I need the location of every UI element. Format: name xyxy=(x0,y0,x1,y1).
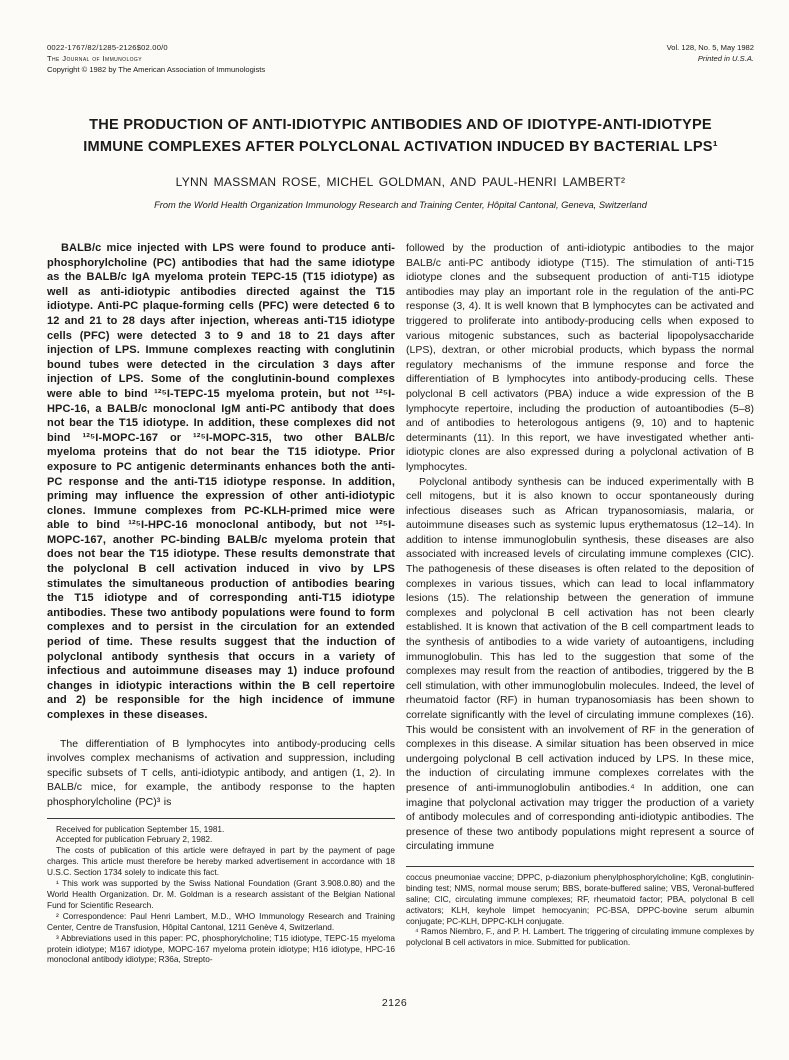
masthead-left xyxy=(47,42,265,75)
body-paragraph-2: Polyclonal antibody synthesis can be induced experimentally with B cell mitogens, but it is also known to occur spontaneously during infectious diseases such as African trypanosomiasis, malaria, or autoimmune diseases such as systemic lupus erythematosus (12–14). In addition to intense immunoglobulin synthesis, these diseases are also associated with increased levels of circulating immune complexes (CIC). The pathogenesis of these diseases is often related to the deposition of complexes in various tissues, which can lead to local inflammatory lesions (15). The relationship between the generation of immune complexes and polyclonal B cell activation has not been clearly established. It is known that activation of the B cell compartment leads to the synthesis of antibodies to a wide variety of autoantigens, including immunoglobulin. This has led to the suggestion that some of the complexes may result from the reaction of antibodies, triggered by the B cell stimulation, with other immunoglobulin molecules. Indeed, the level of rheumatoid factor (RF) in human trypanosomiasis has been shown to correlate significantly with the level of circulating immune complexes (16). This would be consistent with an involvement of RF in the generation of complexes in this disease. A similar situation has been observed in mice undergoing polyclonal B cell activation induced by LPS. In these mice, the induction of circulating immune complexes correlates with the presence of anti-immunoglobulin antibodies.⁴ In addition, one can imagine that polyclonal activation may trigger the production of a variety of antibody molecules and of corresponding anti-idiotypic antibodies. The presence of these two antibody populations might represent a source of circulating immune xyxy=(406,475,754,853)
footnote-divider-right xyxy=(406,866,754,867)
footnote-2-correspondence: ² Correspondence: Paul Henri Lambert, M.D., WHO Immunology Research and Training Center, Centre de Transfusion, Hôpital Cantonal, 1211 Genève 4, Switzerland. xyxy=(47,910,395,932)
body-paragraph-1: followed by the production of anti-idiotypic antibodies to the major BALB/c anti-PC antibody idiotype (T15). The stimulation of anti-T15 idiotype clones and the subsequent production of anti-T15 idiotype antibodies may play an important role in the regulation of the anti-PC response (3, 4). It is well known that B lymphocytes can be activated and triggered to proliferate into antibody-producing cells when exposed to various mitogenic substances, such as bacterial lipopolysaccharide (LPS), dextran, or other microbial products, which bypass the normal regulatory mechanisms of the immune response and force the differentiation of B lymphocytes into antibody-producing cells. These polyclonal B cell activators (PBA) induce a wide expression of the B lymphocyte repertoire, including the production of autoantibodies (5–8) and of antibodies to heterologous antigens (9, 10) and to haptenic determinants (11). In this report, we have investigated whether anti-idiotypic clones are also expressed during a polyclonal activation of B lymphocytes. xyxy=(406,242,754,473)
issn-code: 0022-1767/82/1285-2126$02.00/0 xyxy=(47,43,168,52)
footnote-3-abbreviations-continued: coccus pneumoniae vaccine; DPPC, p-diazonium phenylphosphorylcholine; KgB, conglutinin-binding test; NMS, normal mouse serum; BBS, borate-buffered saline; VBS, Veronal-buffered saline; CIC, circulating immune complexes; RF, rheumatoid factor; PBA, polyclonal B cell activators; KLH, keyhole limpet hemocyanin; PC-BSA, DPPC-bovine serum albumin conjugate; PC-KLH, DPPC-KLH conjugate. xyxy=(406,871,754,926)
right-footnotes xyxy=(406,872,754,948)
left-footnotes xyxy=(47,824,395,966)
footnote-page-charges: The costs of publication of this article were defrayed in part by the payment of page charges. This article must therefore be hereby marked advertisement in accordance with 18 U.S.C. Section 1734 solely to indicate this fact. xyxy=(47,845,395,878)
page-number: 2126 xyxy=(381,997,408,1009)
author-list: LYNN MASSMAN ROSE, MICHEL GOLDMAN, AND PAUL-HENRI LAMBERT² xyxy=(175,175,626,189)
footnote-4-ramos-niembro: ⁴ Ramos Niembro, F., and P. H. Lambert. The triggering of circulating immune complexes by polyclonal B cell activators in mice. Submitted for publication. xyxy=(406,926,754,948)
footnote-divider-left xyxy=(47,818,395,819)
article-title xyxy=(47,115,754,158)
footnote-accepted: Accepted for publication February 2, 1982. xyxy=(56,834,213,845)
page-content xyxy=(47,42,754,965)
article-title-line-1: THE PRODUCTION OF ANTI-IDIOTYPIC ANTIBODIES AND OF IDIOTYPE-ANTI-IDIOTYPE xyxy=(89,117,712,133)
footnote-3-abbreviations: ³ Abbreviations used in this paper: PC, phosphorylcholine; T15 idiotype, TEPC-15 myeloma protein idiotype; M167 idiotype, MOPC-167 myeloma protein idiotype; H16 idiotype, HPC-16 monoclonal antibody idiotype; R36a, Strepto- xyxy=(47,932,395,965)
left-column xyxy=(47,241,395,965)
journal-name: The Journal of Immunology xyxy=(47,54,142,63)
affiliation-line: From the World Health Organization Immunology Research and Training Center, Hôpital Cantonal, Geneva, Switzerland xyxy=(154,200,647,210)
masthead-right xyxy=(667,42,754,64)
abstract-text: BALB/c mice injected with LPS were found to produce anti-phosphorylcholine (PC) antibodies that had the same idiotype as the BALB/c IgA myeloma protein TEPC-15 (T15 idiotype) as well as anti-idiotypic antibodies directed against the T15 idiotype. Anti-PC plaque-forming cells (PFC) were detected 6 to 12 and 21 to 28 days after injection, whereas anti-T15 idiotype cells (PFC) were detected 3 to 9 and 18 to 21 days after injection of LPS. Immune complexes reacting with conglutinin bound tubes were detected in the circulation 3 days after injection of LPS. Some of the conglutinin-bound complexes were able to bind ¹²⁵I-TEPC-15 myeloma protein, but not ¹²⁵I-HPC-16, a BALB/c monoclonal IgM anti-PC antibody that does not bear the T15 idiotype. In addition, these complexes did not bind ¹²⁵I-MOPC-167 or ¹²⁵I-MOPC-315, two other BALB/c myeloma proteins that do not bear the T15 idiotype. Prior exposure to PC antigenic determinants enhances both the anti-PC response and the anti-T15 idiotype response. In addition, priming may influence the expression of other anti-idiotypic clones. Immune complexes from PC-KLH-primed mice were able to bind ¹²⁵I-HPC-16 monoclonal antibody, but not ¹²⁵I-MOPC-167, another PC-binding BALB/c myeloma protein that does not bear the T15 idiotype. These results demonstrate that the polyclonal B cell activation induced in vivo by LPS stimulates the simultaneous production of antibodies bearing the T15 idiotype and of corresponding anti-T15 idiotype antibodies. These two antibody populations were found to form complexes and to persist in the circulation for an extended period of time. These results suggest that the induction of polyclonal antibody synthesis that occurs in a variety of infectious and autoimmune diseases may 1) induce profound changes in idiotypic interactions within the B cell repertoire and 2) be responsible for the high incidence of immune complexes in these diseases. xyxy=(47,242,395,721)
article-body xyxy=(47,241,754,965)
volume-issue-date: Vol. 128, No. 5, May 1982 xyxy=(666,43,754,52)
copyright-line: Copyright © 1982 by The American Association of Immunologists xyxy=(47,65,266,74)
article-title-line-2: IMMUNE COMPLEXES AFTER POLYCLONAL ACTIVATION INDUCED BY BACTERIAL LPS¹ xyxy=(83,138,718,155)
footnote-received: Received for publication September 15, 1981. xyxy=(56,823,225,834)
intro-paragraph: The differentiation of B lymphocytes into antibody-producing cells involves complex mechanisms of activation and suppression, including specific subsets of T cells, anti-idiotypic antibody, and antigen (1, 2). In BALB/c mice, for example, the antibody response to the hapten phosphorylcholine (PC)³ is xyxy=(47,737,395,808)
masthead xyxy=(47,42,754,75)
footnote-1-support: ¹ This work was supported by the Swiss National Foundation (Grant 3.908.0.80) and the World Health Organization. Dr. M. Goldman is a research assistant of the Belgian National Fund for Scientific Research. xyxy=(47,878,395,910)
printed-in-note: Printed in U.S.A. xyxy=(697,54,754,63)
right-column xyxy=(406,241,754,965)
